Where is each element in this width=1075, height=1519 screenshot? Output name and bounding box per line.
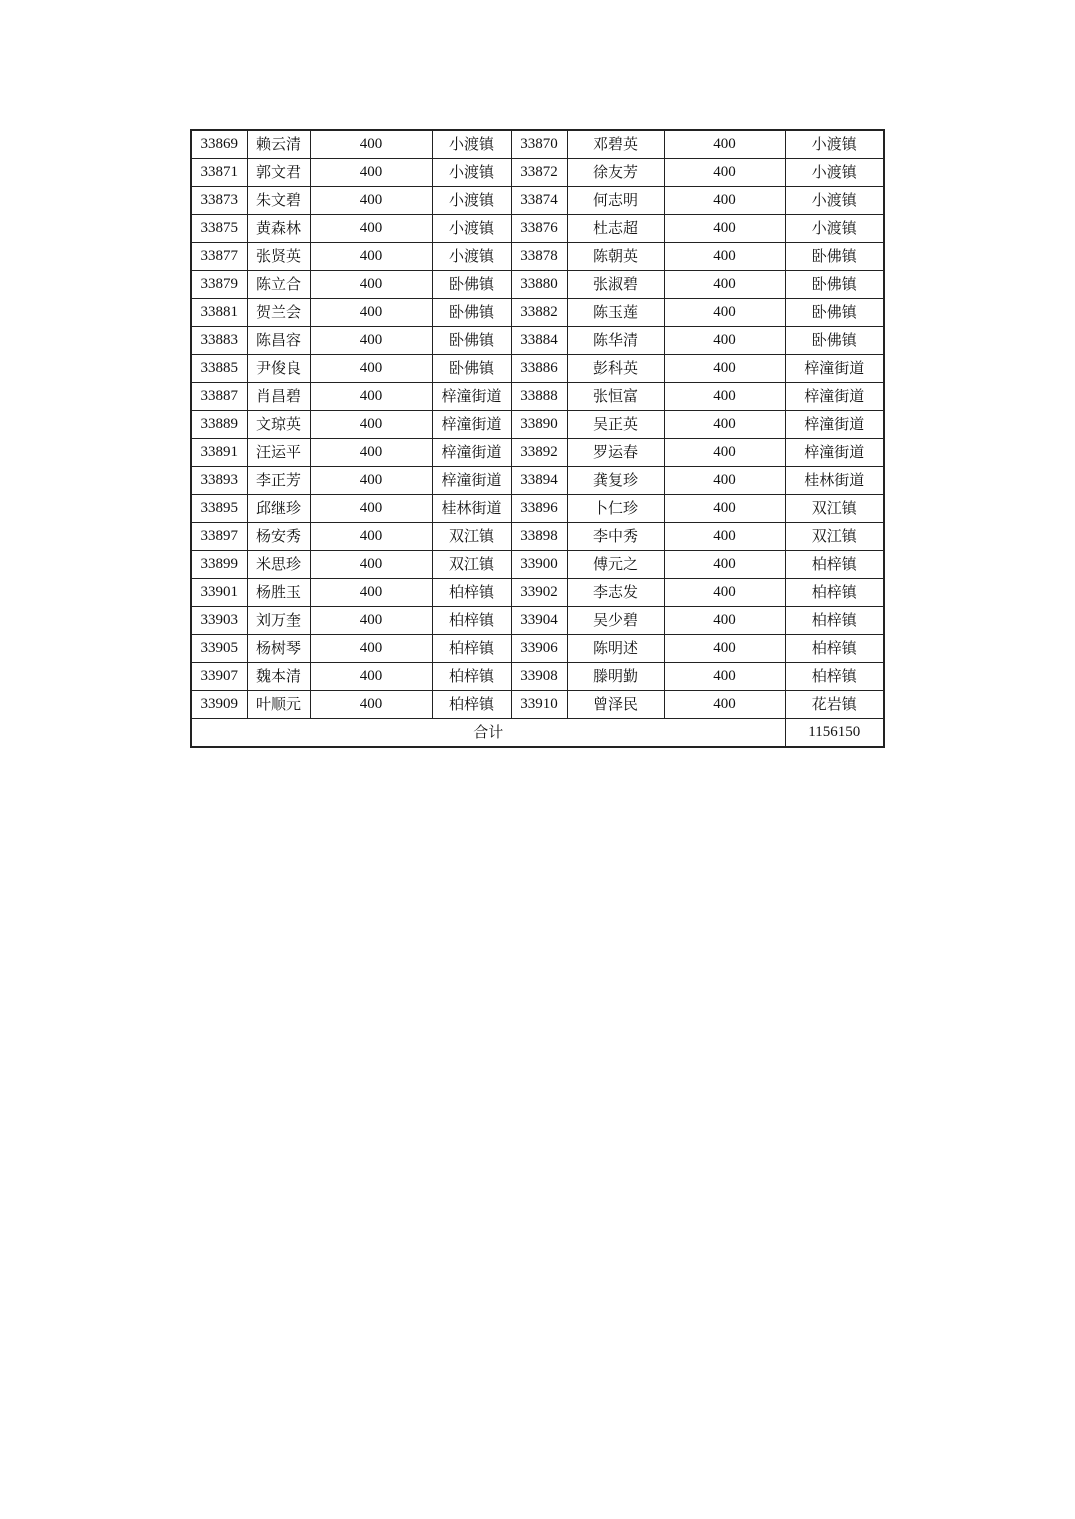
town-name: 卧佛镇 <box>785 299 884 327</box>
person-name: 陈立合 <box>247 271 310 299</box>
subsidy-amount: 400 <box>310 551 432 579</box>
town-name: 柏梓镇 <box>432 607 511 635</box>
person-name: 刘万奎 <box>247 607 310 635</box>
table-row <box>191 439 884 467</box>
subsidy-amount: 400 <box>664 495 785 523</box>
table-row <box>191 130 884 159</box>
roster-table <box>190 129 885 748</box>
person-name: 张恒富 <box>567 383 664 411</box>
person-name: 尹俊良 <box>247 355 310 383</box>
person-name: 邓碧英 <box>567 130 664 159</box>
town-name: 小渡镇 <box>785 159 884 187</box>
person-name: 彭科英 <box>567 355 664 383</box>
record-id: 33873 <box>191 187 247 215</box>
record-id: 33904 <box>511 607 567 635</box>
record-id: 33897 <box>191 523 247 551</box>
table-row <box>191 383 884 411</box>
subsidy-amount: 400 <box>310 411 432 439</box>
subsidy-amount: 400 <box>664 130 785 159</box>
person-name: 李中秀 <box>567 523 664 551</box>
subsidy-amount: 400 <box>310 130 432 159</box>
roster-body <box>191 130 884 719</box>
person-name: 杜志超 <box>567 215 664 243</box>
person-name: 罗运春 <box>567 439 664 467</box>
subsidy-amount: 400 <box>664 663 785 691</box>
town-name: 桂林街道 <box>432 495 511 523</box>
record-id: 33896 <box>511 495 567 523</box>
record-id: 33889 <box>191 411 247 439</box>
person-name: 邱继珍 <box>247 495 310 523</box>
person-name: 陈华清 <box>567 327 664 355</box>
record-id: 33890 <box>511 411 567 439</box>
subsidy-amount: 400 <box>664 467 785 495</box>
record-id: 33900 <box>511 551 567 579</box>
person-name: 李正芳 <box>247 467 310 495</box>
table-row <box>191 411 884 439</box>
town-name: 柏梓镇 <box>785 551 884 579</box>
town-name: 小渡镇 <box>785 187 884 215</box>
person-name: 滕明勤 <box>567 663 664 691</box>
record-id: 33909 <box>191 691 247 719</box>
person-name: 汪运平 <box>247 439 310 467</box>
table-row <box>191 215 884 243</box>
person-name: 卜仁珍 <box>567 495 664 523</box>
town-name: 柏梓镇 <box>785 607 884 635</box>
subsidy-amount: 400 <box>310 243 432 271</box>
person-name: 吴少碧 <box>567 607 664 635</box>
record-id: 33879 <box>191 271 247 299</box>
table-row <box>191 467 884 495</box>
town-name: 小渡镇 <box>432 243 511 271</box>
person-name: 杨树琴 <box>247 635 310 663</box>
subsidy-amount: 400 <box>664 551 785 579</box>
subsidy-amount: 400 <box>310 579 432 607</box>
subsidy-amount: 400 <box>664 355 785 383</box>
record-id: 33908 <box>511 663 567 691</box>
record-id: 33880 <box>511 271 567 299</box>
record-id: 33877 <box>191 243 247 271</box>
town-name: 小渡镇 <box>432 187 511 215</box>
record-id: 33891 <box>191 439 247 467</box>
person-name: 陈明述 <box>567 635 664 663</box>
table-row <box>191 635 884 663</box>
table-row <box>191 663 884 691</box>
table-row <box>191 187 884 215</box>
record-id: 33886 <box>511 355 567 383</box>
record-id: 33906 <box>511 635 567 663</box>
record-id: 33885 <box>191 355 247 383</box>
record-id: 33870 <box>511 130 567 159</box>
person-name: 陈玉莲 <box>567 299 664 327</box>
record-id: 33898 <box>511 523 567 551</box>
person-name: 文琼英 <box>247 411 310 439</box>
subsidy-amount: 400 <box>664 635 785 663</box>
subsidy-amount: 400 <box>664 523 785 551</box>
subsidy-amount: 400 <box>310 607 432 635</box>
town-name: 柏梓镇 <box>785 635 884 663</box>
town-name: 卧佛镇 <box>432 327 511 355</box>
subsidy-amount: 400 <box>310 467 432 495</box>
town-name: 小渡镇 <box>432 159 511 187</box>
person-name: 吴正英 <box>567 411 664 439</box>
record-id: 33876 <box>511 215 567 243</box>
record-id: 33874 <box>511 187 567 215</box>
town-name: 卧佛镇 <box>785 243 884 271</box>
subsidy-amount: 400 <box>310 495 432 523</box>
person-name: 张贤英 <box>247 243 310 271</box>
town-name: 梓潼街道 <box>785 439 884 467</box>
subsidy-amount: 400 <box>310 187 432 215</box>
town-name: 桂林街道 <box>785 467 884 495</box>
subsidy-amount: 400 <box>664 691 785 719</box>
person-name: 傅元之 <box>567 551 664 579</box>
town-name: 柏梓镇 <box>432 635 511 663</box>
table-row <box>191 299 884 327</box>
subsidy-amount: 400 <box>664 327 785 355</box>
table-row <box>191 691 884 719</box>
town-name: 卧佛镇 <box>432 355 511 383</box>
town-name: 双江镇 <box>432 523 511 551</box>
town-name: 梓潼街道 <box>432 467 511 495</box>
table-row <box>191 243 884 271</box>
record-id: 33895 <box>191 495 247 523</box>
subsidy-amount: 400 <box>664 383 785 411</box>
person-name: 陈朝英 <box>567 243 664 271</box>
person-name: 陈昌容 <box>247 327 310 355</box>
record-id: 33887 <box>191 383 247 411</box>
town-name: 梓潼街道 <box>432 383 511 411</box>
person-name: 黄森林 <box>247 215 310 243</box>
town-name: 梓潼街道 <box>432 439 511 467</box>
person-name: 何志明 <box>567 187 664 215</box>
subsidy-amount: 400 <box>664 215 785 243</box>
town-name: 柏梓镇 <box>432 663 511 691</box>
subsidy-amount: 400 <box>310 271 432 299</box>
person-name: 米思珍 <box>247 551 310 579</box>
town-name: 花岩镇 <box>785 691 884 719</box>
subsidy-amount: 400 <box>310 523 432 551</box>
town-name: 卧佛镇 <box>785 327 884 355</box>
town-name: 柏梓镇 <box>785 663 884 691</box>
record-id: 33875 <box>191 215 247 243</box>
town-name: 梓潼街道 <box>785 411 884 439</box>
town-name: 小渡镇 <box>432 215 511 243</box>
record-id: 33893 <box>191 467 247 495</box>
record-id: 33878 <box>511 243 567 271</box>
total-row <box>191 719 884 748</box>
town-name: 双江镇 <box>785 523 884 551</box>
record-id: 33903 <box>191 607 247 635</box>
record-id: 33882 <box>511 299 567 327</box>
town-name: 卧佛镇 <box>432 299 511 327</box>
subsidy-amount: 400 <box>664 243 785 271</box>
person-name: 曾泽民 <box>567 691 664 719</box>
record-id: 33869 <box>191 130 247 159</box>
person-name: 贺兰会 <box>247 299 310 327</box>
table-row <box>191 607 884 635</box>
record-id: 33905 <box>191 635 247 663</box>
record-id: 33902 <box>511 579 567 607</box>
record-id: 33883 <box>191 327 247 355</box>
person-name: 郭文君 <box>247 159 310 187</box>
record-id: 33884 <box>511 327 567 355</box>
person-name: 魏本清 <box>247 663 310 691</box>
record-id: 33871 <box>191 159 247 187</box>
record-id: 33901 <box>191 579 247 607</box>
subsidy-amount: 400 <box>310 635 432 663</box>
record-id: 33910 <box>511 691 567 719</box>
town-name: 柏梓镇 <box>432 691 511 719</box>
subsidy-amount: 400 <box>664 159 785 187</box>
subsidy-amount: 400 <box>310 383 432 411</box>
record-id: 33892 <box>511 439 567 467</box>
person-name: 肖昌碧 <box>247 383 310 411</box>
town-name: 小渡镇 <box>785 215 884 243</box>
person-name: 赖云清 <box>247 130 310 159</box>
table-row <box>191 271 884 299</box>
town-name: 双江镇 <box>432 551 511 579</box>
person-name: 杨胜玉 <box>247 579 310 607</box>
person-name: 李志发 <box>567 579 664 607</box>
subsidy-amount: 400 <box>664 271 785 299</box>
subsidy-amount: 400 <box>310 299 432 327</box>
town-name: 梓潼街道 <box>432 411 511 439</box>
person-name: 龚复珍 <box>567 467 664 495</box>
record-id: 33907 <box>191 663 247 691</box>
town-name: 小渡镇 <box>785 130 884 159</box>
town-name: 梓潼街道 <box>785 383 884 411</box>
subsidy-amount: 400 <box>664 299 785 327</box>
person-name: 叶顺元 <box>247 691 310 719</box>
subsidy-amount: 400 <box>310 355 432 383</box>
table-row <box>191 327 884 355</box>
subsidy-amount: 400 <box>664 607 785 635</box>
total-label: 合计 <box>191 719 785 748</box>
table-row <box>191 495 884 523</box>
subsidy-amount: 400 <box>310 327 432 355</box>
subsidy-amount: 400 <box>310 215 432 243</box>
table-row <box>191 523 884 551</box>
town-name: 卧佛镇 <box>785 271 884 299</box>
record-id: 33894 <box>511 467 567 495</box>
total-value: 1156150 <box>785 719 884 748</box>
table-row <box>191 579 884 607</box>
subsidy-amount: 400 <box>664 187 785 215</box>
subsidy-amount: 400 <box>310 691 432 719</box>
subsidy-amount: 400 <box>310 663 432 691</box>
subsidy-amount: 400 <box>664 411 785 439</box>
person-name: 杨安秀 <box>247 523 310 551</box>
town-name: 小渡镇 <box>432 130 511 159</box>
table-row <box>191 551 884 579</box>
record-id: 33899 <box>191 551 247 579</box>
person-name: 朱文碧 <box>247 187 310 215</box>
subsidy-amount: 400 <box>310 159 432 187</box>
subsidy-amount: 400 <box>664 439 785 467</box>
town-name: 卧佛镇 <box>432 271 511 299</box>
town-name: 双江镇 <box>785 495 884 523</box>
subsidy-amount: 400 <box>664 579 785 607</box>
person-name: 徐友芳 <box>567 159 664 187</box>
person-name: 张淑碧 <box>567 271 664 299</box>
town-name: 柏梓镇 <box>432 579 511 607</box>
town-name: 梓潼街道 <box>785 355 884 383</box>
record-id: 33888 <box>511 383 567 411</box>
table-row <box>191 355 884 383</box>
subsidy-amount: 400 <box>310 439 432 467</box>
town-name: 柏梓镇 <box>785 579 884 607</box>
table-row <box>191 159 884 187</box>
record-id: 33872 <box>511 159 567 187</box>
record-id: 33881 <box>191 299 247 327</box>
